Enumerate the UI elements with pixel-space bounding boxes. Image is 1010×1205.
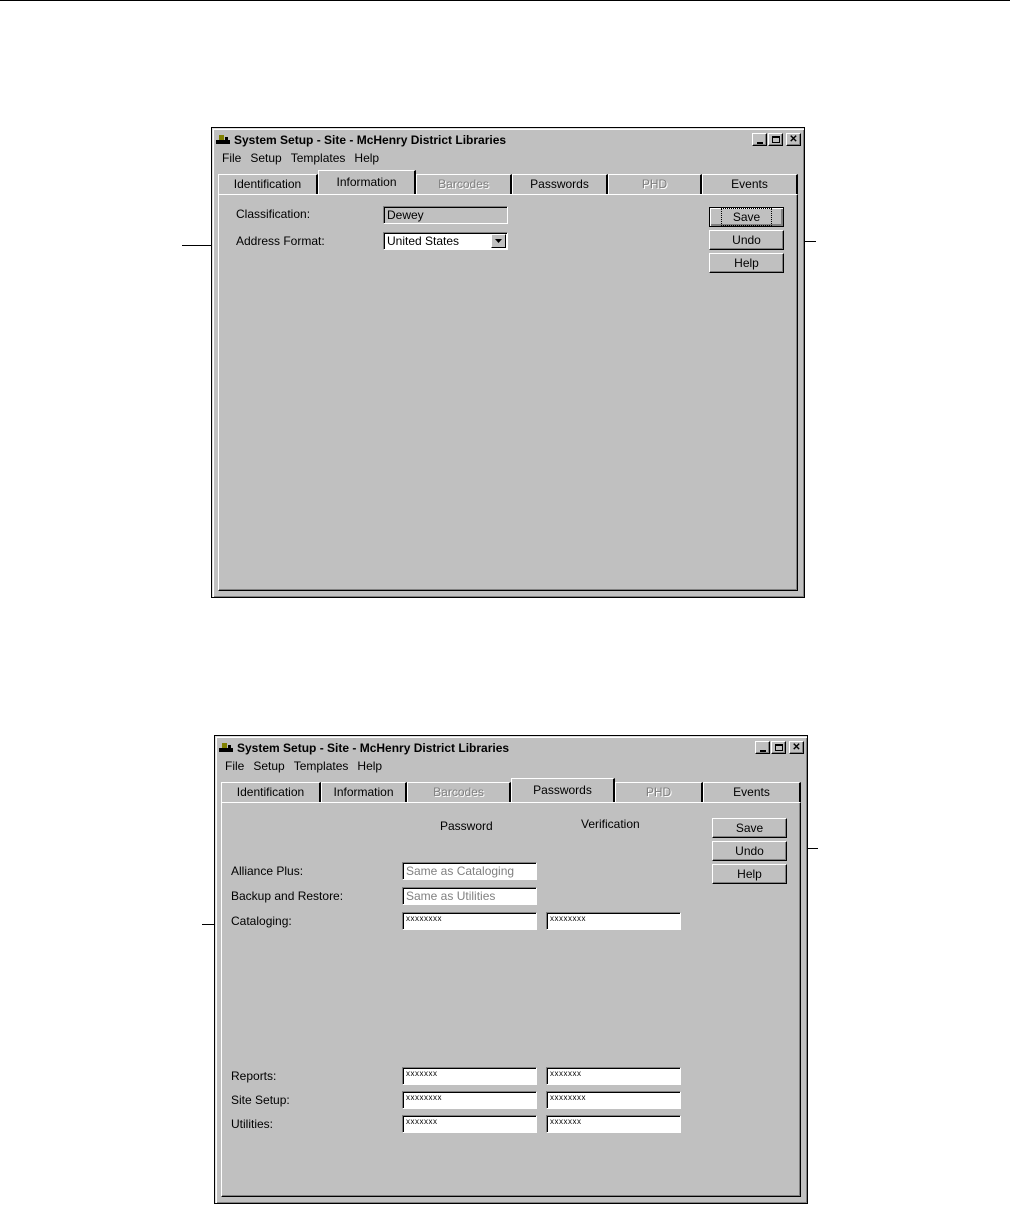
tab-barcodes[interactable]: Barcodes <box>407 782 511 802</box>
help-button[interactable]: Help <box>712 864 787 884</box>
menu-help[interactable]: Help <box>357 759 383 773</box>
app-icon <box>215 134 231 146</box>
row-label-cataloging: Cataloging: <box>231 914 292 928</box>
page-top-rule <box>0 0 1010 1</box>
minimize-icon[interactable] <box>755 741 770 754</box>
classification-field: Dewey <box>383 206 508 224</box>
site-setup-password-field[interactable]: xxxxxxxx <box>402 1091 537 1109</box>
menu-setup[interactable]: Setup <box>253 759 285 773</box>
utilities-password-field[interactable]: xxxxxxx <box>402 1115 537 1133</box>
passwords-panel <box>221 802 801 1197</box>
window-title: System Setup - Site - McHenry District Libraries <box>237 740 510 755</box>
row-label-alliance-plus: Alliance Plus: <box>231 864 304 878</box>
maximize-icon[interactable] <box>768 133 783 146</box>
tab-information[interactable]: Information <box>318 170 416 194</box>
information-panel <box>218 194 798 591</box>
tab-phd[interactable]: PHD <box>615 782 703 802</box>
menu-setup[interactable]: Setup <box>250 151 282 165</box>
row-label-reports: Reports: <box>231 1069 277 1083</box>
tab-barcodes[interactable]: Barcodes <box>416 174 512 194</box>
help-button[interactable]: Help <box>709 253 784 273</box>
system-setup-window-passwords <box>214 735 808 1204</box>
title-bar[interactable] <box>218 739 804 756</box>
tab-events[interactable]: Events <box>703 782 801 802</box>
row-label-utilities: Utilities: <box>231 1117 274 1131</box>
tab-phd[interactable]: PHD <box>608 174 702 194</box>
row-label-backup-restore: Backup and Restore: <box>231 889 344 903</box>
tab-strip <box>218 170 798 194</box>
verification-column-header: Verification <box>581 817 640 831</box>
reports-verification-field[interactable]: xxxxxxx <box>546 1067 681 1085</box>
classification-label: Classification: <box>236 207 311 221</box>
cataloging-verification-field[interactable]: xxxxxxxx <box>546 912 681 930</box>
password-column-header: Password <box>440 819 493 833</box>
utilities-verification-field[interactable]: xxxxxxx <box>546 1115 681 1133</box>
system-setup-window-information <box>211 127 805 598</box>
tab-events[interactable]: Events <box>702 174 798 194</box>
cataloging-password-field[interactable]: xxxxxxxx <box>402 912 537 930</box>
tab-passwords[interactable]: Passwords <box>511 778 615 802</box>
minimize-icon[interactable] <box>752 133 767 146</box>
chevron-down-icon[interactable] <box>491 234 506 248</box>
maximize-icon[interactable] <box>771 741 786 754</box>
save-button[interactable]: Save <box>709 207 784 227</box>
menu-help[interactable]: Help <box>354 151 380 165</box>
window-title: System Setup - Site - McHenry District Libraries <box>234 132 507 147</box>
title-bar[interactable] <box>215 131 801 148</box>
menu-file[interactable]: File <box>222 151 242 165</box>
tab-strip <box>221 778 801 802</box>
undo-button[interactable]: Undo <box>712 841 787 861</box>
menu-file[interactable]: File <box>225 759 245 773</box>
undo-button[interactable]: Undo <box>709 230 784 250</box>
close-icon[interactable]: ✕ <box>786 133 801 146</box>
menu-templates[interactable]: Templates <box>293 759 349 773</box>
address-format-select[interactable] <box>383 232 508 250</box>
close-icon[interactable]: ✕ <box>789 741 804 754</box>
address-format-label: Address Format: <box>236 234 325 248</box>
menu-bar <box>218 150 384 166</box>
app-icon <box>218 742 234 754</box>
menu-templates[interactable]: Templates <box>290 151 346 165</box>
menu-bar <box>221 758 387 774</box>
reports-password-field[interactable]: xxxxxxx <box>402 1067 537 1085</box>
backup-restore-password-field[interactable]: Same as Utilities <box>402 887 537 905</box>
tab-identification[interactable]: Identification <box>218 174 318 194</box>
tab-identification[interactable]: Identification <box>221 782 321 802</box>
save-button[interactable]: Save <box>712 818 787 838</box>
tab-passwords[interactable]: Passwords <box>512 174 608 194</box>
row-label-site-setup: Site Setup: <box>231 1093 290 1107</box>
alliance-plus-password-field[interactable]: Same as Cataloging <box>402 862 537 880</box>
address-format-value: United States <box>387 234 460 248</box>
site-setup-verification-field[interactable]: xxxxxxxx <box>546 1091 681 1109</box>
tab-information[interactable]: Information <box>321 782 407 802</box>
